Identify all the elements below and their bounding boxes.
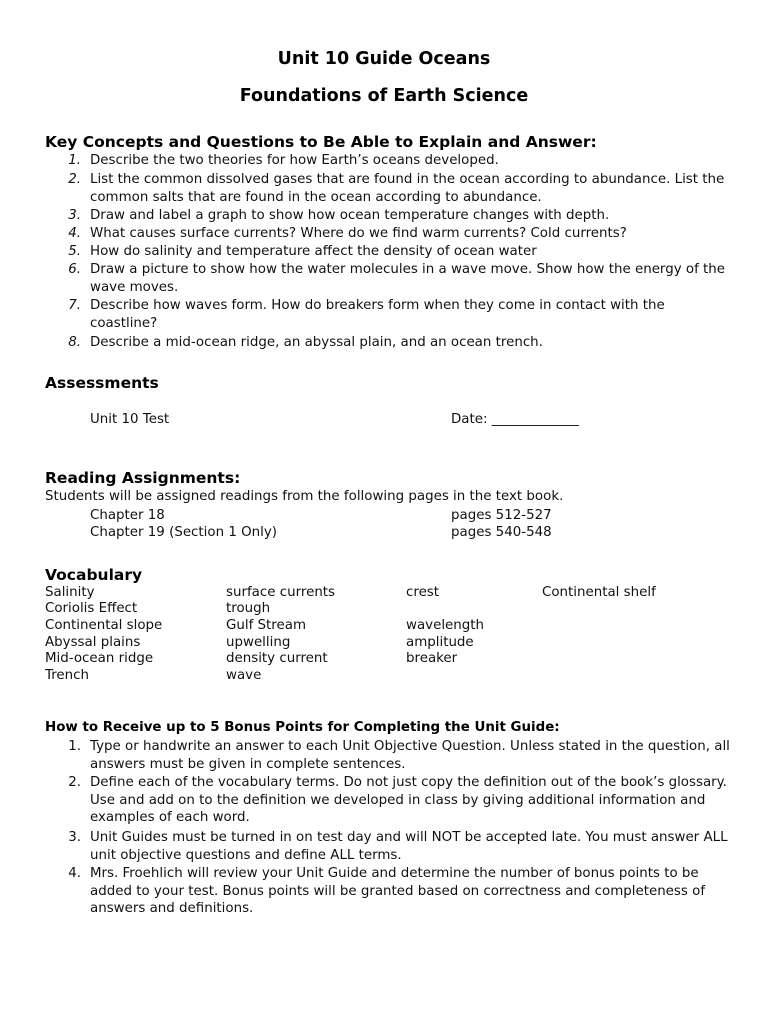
list-number: 4. [68, 226, 81, 241]
vocab-term: surface currents [226, 585, 336, 600]
list-number: 4. [68, 866, 81, 881]
list-number: 3. [68, 830, 81, 845]
bonus-heading-text: How to Receive up to 5 Bonus Points for Completing the Unit Guide [45, 720, 555, 735]
list-number: 5. [68, 244, 81, 259]
reading-heading: Reading Assignments: [45, 469, 241, 487]
page-subtitle: Foundations of Earth Science [239, 86, 529, 106]
reading-chapter: Chapter 18 [90, 508, 165, 523]
vocab-term: Mid-ocean ridge [45, 651, 154, 666]
list-number: 2. [68, 775, 81, 790]
vocab-term: Trench [45, 668, 89, 683]
assessment-test: Unit 10 Test [90, 412, 170, 427]
list-item: List the common dissolved gases that are found in the ocean according to abundance. List the common salts that are found in the ocean according to abundance. [90, 172, 725, 205]
reading-intro: Students will be assigned readings from the following pages in the text book. [45, 489, 564, 504]
list-number: 6. [68, 262, 81, 277]
list-item: Describe a mid-ocean ridge, an abyssal plain, and an ocean trench. [90, 335, 543, 350]
assessments-heading: Assessments [45, 374, 159, 392]
vocab-term: wavelength [406, 618, 485, 633]
vocab-term: density current [226, 651, 328, 666]
vocab-term: Salinity [45, 585, 95, 600]
list-item: How do salinity and temperature affect the density of ocean water [90, 244, 537, 259]
page-title: Unit 10 Guide Oceans [277, 49, 491, 69]
vocab-term: crest [406, 585, 440, 600]
list-item: Describe how waves form. How do breakers form when they come in contact with the coastline? [90, 298, 665, 331]
vocab-term: Gulf Stream [226, 618, 307, 633]
list-item: Draw and label a graph to show how ocean temperature changes with depth. [90, 208, 610, 223]
vocab-term: Abyssal plains [45, 635, 141, 650]
list-item: Unit Guides must be turned in on test day and will NOT be accepted late. You must answer ALL unit objective questions and define ALL terms. [90, 830, 728, 863]
list-item: What causes surface currents? Where do we find warm currents? Cold currents? [90, 226, 627, 241]
vocab-term: Continental shelf [542, 585, 656, 600]
list-item: Type or handwrite an answer to each Unit Objective Question. Unless stated in the question, all answers must be given in complete sentences. [90, 739, 730, 772]
vocab-term: wave [226, 668, 262, 683]
list-number: 8. [68, 335, 81, 350]
list-number: 1. [68, 739, 81, 754]
list-item: Draw a picture to show how the water molecules in a wave move. Show how the energy of the wave moves. [90, 262, 726, 295]
vocab-term: trough [226, 601, 271, 616]
vocab-term: breaker [406, 651, 458, 666]
list-item: Mrs. Froehlich will review your Unit Guide and determine the number of bonus points to be added to your test. Bonus points will be granted based on correctness and completeness of answers and definitions. [90, 866, 706, 916]
reading-pages: pages 540-548 [451, 525, 552, 540]
reading-chapter: Chapter 19 (Section 1 Only) [90, 525, 277, 540]
list-number: 7. [68, 298, 81, 313]
list-item: Describe the two theories for how Earth’s oceans developed. [90, 153, 499, 168]
vocab-term: upwelling [226, 635, 291, 650]
bonus-heading [45, 720, 560, 735]
key-concepts-heading: Key Concepts and Questions to Be Able to Explain and Answer: [45, 133, 597, 151]
vocab-term: Continental slope [45, 618, 163, 633]
bonus-heading-colon: : [554, 720, 560, 735]
vocab-term: amplitude [406, 635, 474, 650]
list-number: 1. [68, 153, 81, 168]
reading-pages: pages 512-527 [451, 508, 552, 523]
list-number: 3. [68, 208, 81, 223]
list-number: 2. [68, 172, 81, 187]
vocabulary-heading: Vocabulary [45, 566, 143, 584]
assessment-date: Date: _____________ [451, 412, 579, 427]
vocab-term: Coriolis Effect [45, 601, 138, 616]
list-item: Define each of the vocabulary terms. Do not just copy the definition out of the book’s glossary. Use and add on to the definition we developed in class by giving additional information and examples of each word. [90, 775, 727, 825]
